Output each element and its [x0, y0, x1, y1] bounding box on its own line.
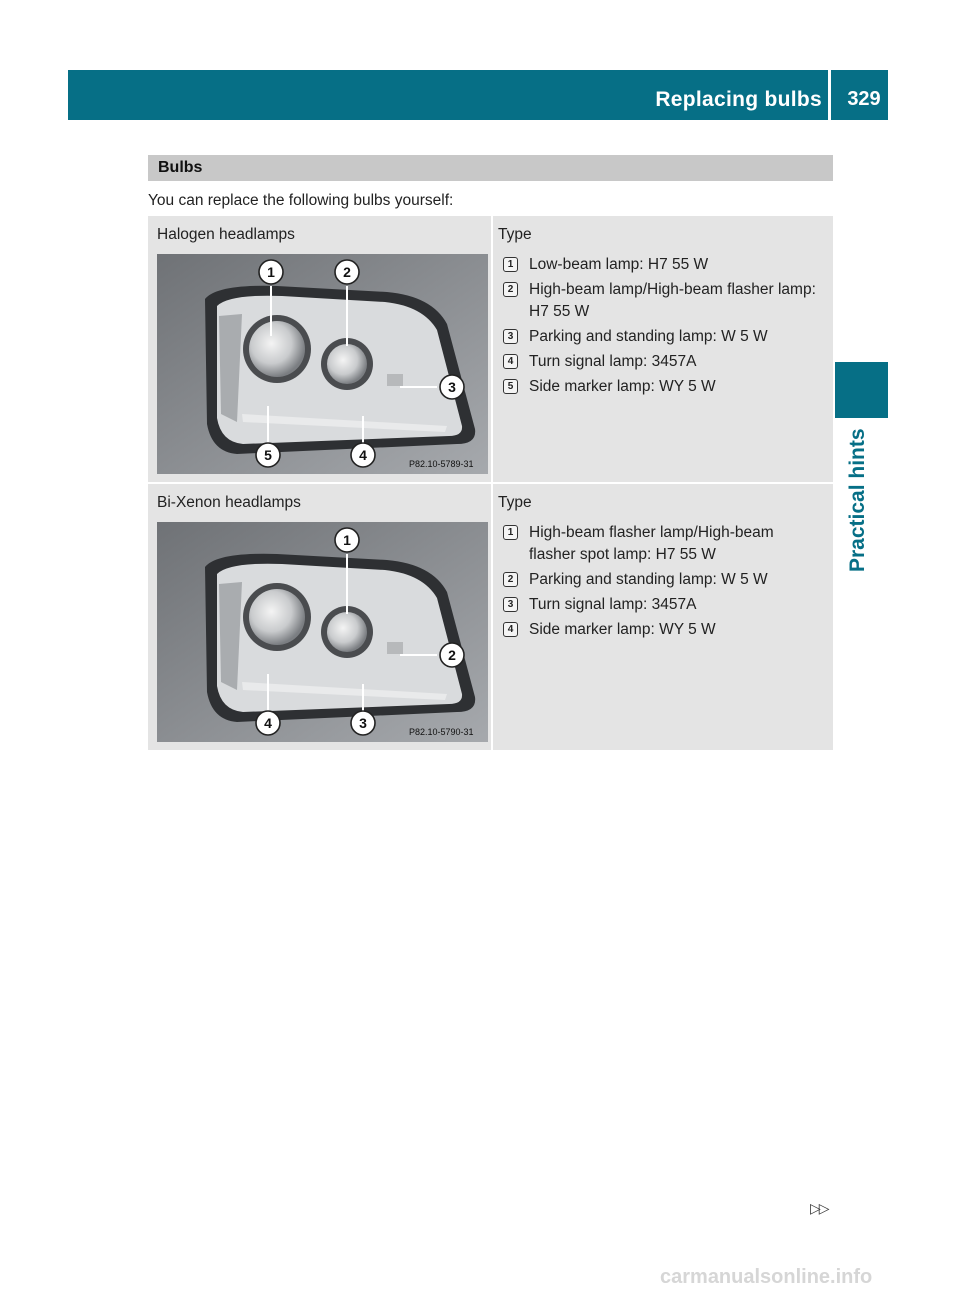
bulb-legend-halogen [503, 254, 823, 401]
type-column-header: Type [498, 494, 532, 511]
list-item: 3 Parking and standing lamp: W 5 W [503, 326, 823, 348]
list-item: 2 Parking and standing lamp: W 5 W [503, 569, 823, 591]
svg-text:4: 4 [359, 447, 367, 463]
continue-arrow-icon: ▷▷ [810, 1200, 828, 1216]
headlamp-type-label: Bi-Xenon headlamps [157, 494, 301, 511]
svg-text:1: 1 [267, 264, 275, 280]
side-tab-marker [835, 362, 888, 418]
side-tab-label: Practical hints [846, 428, 869, 572]
list-item: 3 Turn signal lamp: 3457A [503, 594, 823, 616]
column-divider [491, 484, 493, 750]
page-title: Replacing bulbs [655, 88, 822, 111]
bixenon-headlamp-figure [157, 522, 488, 742]
figure-code: P82.10-5789-31 [409, 459, 474, 469]
type-column-header: Type [498, 226, 532, 243]
halogen-headlamp-figure [157, 254, 488, 474]
svg-text:1: 1 [343, 532, 351, 548]
list-item: 2 High-beam lamp/High-beam flasher lamp: H7 55 W [503, 279, 823, 323]
figure-code: P82.10-5790-31 [409, 727, 474, 737]
section-heading [148, 155, 833, 181]
list-item: 1 High-beam flasher lamp/High-beam flasher spot lamp: H7 55 W [503, 522, 823, 566]
headlamp-type-label: Halogen headlamps [157, 226, 295, 243]
svg-text:2: 2 [343, 264, 351, 280]
watermark: carmanualsonline.info [660, 1266, 873, 1288]
table-row-bixenon [148, 484, 833, 750]
intro-text: You can replace the following bulbs yourself: [148, 192, 454, 209]
svg-text:3: 3 [448, 379, 456, 395]
svg-text:4: 4 [264, 715, 272, 731]
headlamp-illustration [157, 522, 488, 742]
list-item: 4 Turn signal lamp: 3457A [503, 351, 823, 373]
table-row-halogen [148, 216, 833, 482]
list-item: 4 Side marker lamp: WY 5 W [503, 619, 823, 641]
bulb-legend-bixenon [503, 522, 823, 644]
column-divider [491, 216, 493, 482]
svg-text:5: 5 [264, 447, 272, 463]
list-item: 1 Low-beam lamp: H7 55 W [503, 254, 823, 276]
header-divider [828, 70, 831, 120]
list-item: 5 Side marker lamp: WY 5 W [503, 376, 823, 398]
page-number: 329 [847, 88, 881, 110]
section-heading-text: Bulbs [158, 159, 203, 176]
svg-text:3: 3 [359, 715, 367, 731]
svg-text:2: 2 [448, 647, 456, 663]
headlamp-illustration [157, 254, 488, 474]
